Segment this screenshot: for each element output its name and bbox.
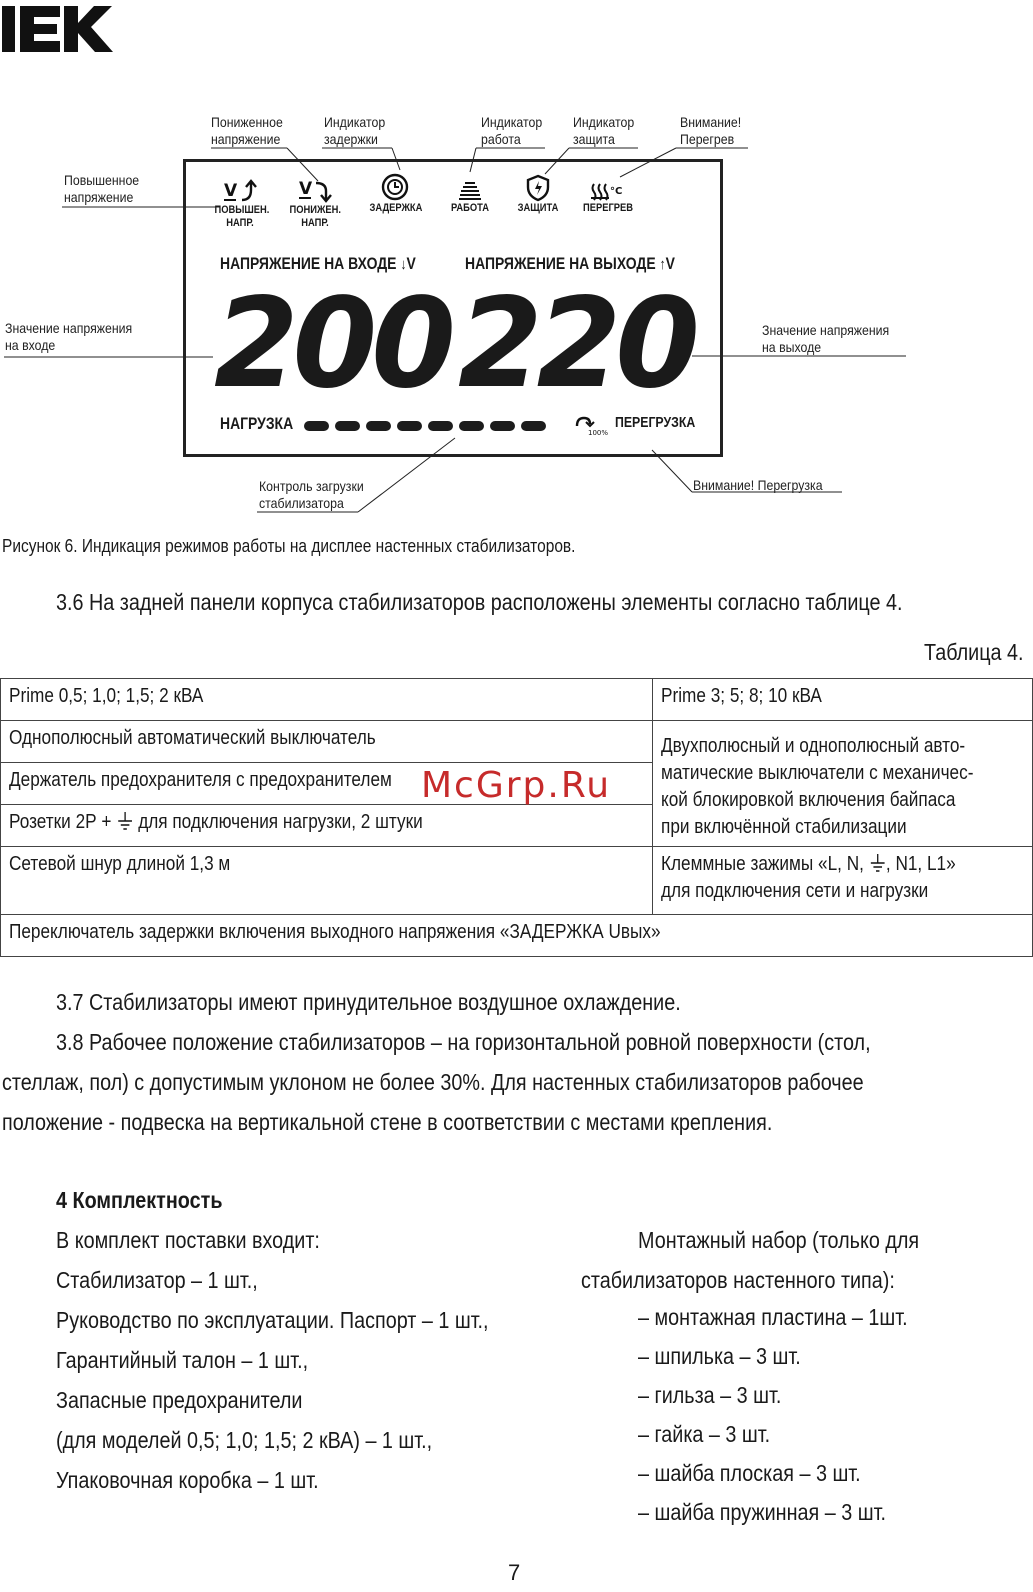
ground-icon	[868, 854, 885, 872]
stacked-bars-icon	[457, 176, 483, 202]
list-item: – монтажная пластина – 1шт.	[638, 1304, 908, 1330]
list-item: – гайка – 3 шт.	[638, 1421, 771, 1447]
list-item: Стабилизатор – 1 шт.,	[56, 1267, 258, 1293]
load-segment	[490, 421, 515, 431]
list-item: (для моделей 0,5; 1,0; 1,5; 2 кВА) – 1 шт.,	[56, 1427, 433, 1453]
high-voltage-indicator: V ПОВЫШЕН. НАПР.	[210, 178, 270, 230]
ground-icon	[116, 812, 133, 830]
mounting-kit-intro-1: Монтажный набор (только для	[638, 1227, 920, 1253]
load-segment	[366, 421, 391, 431]
load-segment	[397, 421, 422, 431]
list-item: – шпилька – 3 шт.	[638, 1343, 801, 1369]
table-cell: Однополюсный автоматический выключатель	[1, 721, 653, 763]
load-label: НАГРУЗКА	[220, 414, 294, 433]
table-title: Таблица 4.	[924, 639, 1024, 665]
work-indicator: РАБОТА	[440, 176, 500, 215]
section-3-6: 3.6 На задней панели корпуса стабилизаторов расположены элементы согласно таблице 4.	[56, 589, 903, 615]
shield-icon	[525, 174, 551, 202]
label-high-voltage: Повышенное напряжение	[64, 172, 140, 205]
output-voltage-header: НАПРЯЖЕНИЕ НА ВЫХОДЕ ↑V	[465, 254, 675, 273]
bypass-breakers-cell: Двухполюсный и однополюсный авто- матические выключатели с механичес- кой блокировкой включения байпаса при включённой стабилизации	[652, 721, 1032, 847]
table-4	[0, 678, 1033, 957]
svg-text:V: V	[299, 179, 313, 199]
table-cell: Переключатель задержки включения выходного напряжения «ЗАДЕРЖКА Uвых»	[1, 915, 1033, 957]
list-item: Упаковочная коробка – 1 шт.	[56, 1467, 319, 1493]
label-input-value: Значение напряжения на входе	[5, 320, 133, 353]
output-voltage-value: 220	[458, 272, 695, 416]
label-delay-indicator: Индикатор задержки	[324, 114, 386, 147]
watermark: McGrp.Ru	[421, 765, 612, 806]
load-segment	[335, 421, 360, 431]
section-3-7: 3.7 Стабилизаторы имеют принудительное воздушное охлаждение.	[56, 989, 681, 1015]
list-item: – шайба плоская – 3 шт.	[638, 1460, 861, 1486]
header-left-cell: Prime 0,5; 1,0; 1,5; 2 кВА	[1, 679, 653, 721]
list-item: Запасные предохранители	[56, 1387, 303, 1413]
load-bar	[304, 420, 574, 432]
list-item: В комплект поставки входит:	[56, 1227, 320, 1253]
overload-icon	[574, 412, 614, 438]
load-segment	[428, 421, 453, 431]
overload-label: ПЕРЕГРУЗКА	[615, 414, 696, 431]
list-item: Руководство по эксплуатации. Паспорт – 1 шт.,	[56, 1307, 489, 1333]
voltage-down-icon	[295, 178, 335, 204]
svg-text:V: V	[224, 181, 238, 201]
figure-caption: Рисунок 6. Индикация режимов работы на дисплее настенных стабилизаторов.	[2, 536, 576, 556]
delivery-set-list	[56, 1220, 489, 1500]
mounting-kit-intro-2: стабилизаторов настенного типа):	[581, 1267, 895, 1293]
input-voltage-header: НАПРЯЖЕНИЕ НА ВХОДЕ ↓V	[220, 254, 416, 273]
label-work-indicator: Индикатор работа	[481, 114, 543, 147]
label-overheat-warning: Внимание! Перегрев	[680, 114, 742, 147]
low-voltage-indicator: V ПОНИЖЕН. НАПР.	[289, 179, 342, 229]
stabilizer-display	[183, 159, 723, 457]
section-3-8-line-1: 3.8 Рабочее положение стабилизаторов – на горизонтальной ровной поверхности (стол,	[56, 1029, 871, 1055]
page-number: 7	[508, 1560, 521, 1585]
protection-indicator: ЗАЩИТА	[508, 174, 568, 215]
label-load-control: Контроль загрузки стабилизатора	[259, 478, 364, 511]
terminals-cell: Клеммные зажимы «L, N, , N1, L1» для подключения сети и нагрузки	[652, 847, 1032, 915]
clock-icon	[380, 172, 410, 202]
table-cell: Держатель предохранителя с предохранителем	[1, 763, 653, 805]
section-3-8-line-3: положение - подвеска на вертикальной стене в соответствии с местами крепления.	[2, 1109, 773, 1135]
mounting-kit-list	[638, 1298, 908, 1532]
svg-text:100%: 100%	[588, 429, 609, 437]
svg-text:°C: °C	[610, 186, 623, 197]
load-segment	[304, 421, 329, 431]
table-header-row	[1, 679, 1033, 721]
label-low-voltage: Пониженное напряжение	[211, 114, 283, 147]
section-4-heading: 4 Комплектность	[56, 1187, 223, 1213]
table-row	[1, 847, 1033, 915]
voltage-up-icon	[220, 178, 260, 204]
table-cell: Сетевой шнур длиной 1,3 м	[1, 847, 653, 915]
list-item: Гарантийный талон – 1 шт.,	[56, 1347, 309, 1373]
heat-waves-icon	[588, 176, 628, 202]
list-item: – шайба пружинная – 3 шт.	[638, 1499, 886, 1525]
table-row	[1, 721, 1033, 763]
label-output-value: Значение напряжения на выходе	[762, 322, 890, 355]
input-voltage-value: 200	[214, 272, 451, 416]
load-segment	[521, 421, 546, 431]
label-protection-indicator: Индикатор защита	[573, 114, 635, 147]
table-cell: Розетки 2Р + для подключения нагрузки, 2 штуки	[1, 805, 653, 847]
load-segment	[459, 421, 484, 431]
overload-indicator	[574, 412, 614, 443]
table-footer-row	[1, 915, 1033, 957]
header-right-cell: Prime 3; 5; 8; 10 кВА	[652, 679, 1032, 721]
list-item: – гильза – 3 шт.	[638, 1382, 782, 1408]
section-3-8-line-2: стеллаж, пол) с допустимым уклоном не более 30%. Для настенных стабилизаторов рабочее	[2, 1069, 864, 1095]
label-overload-warning: Внимание! Перегрузка	[693, 477, 823, 493]
overheat-indicator: °C ПЕРЕГРЕВ	[578, 176, 638, 215]
delay-indicator: ЗАДЕРЖКА	[365, 172, 425, 215]
